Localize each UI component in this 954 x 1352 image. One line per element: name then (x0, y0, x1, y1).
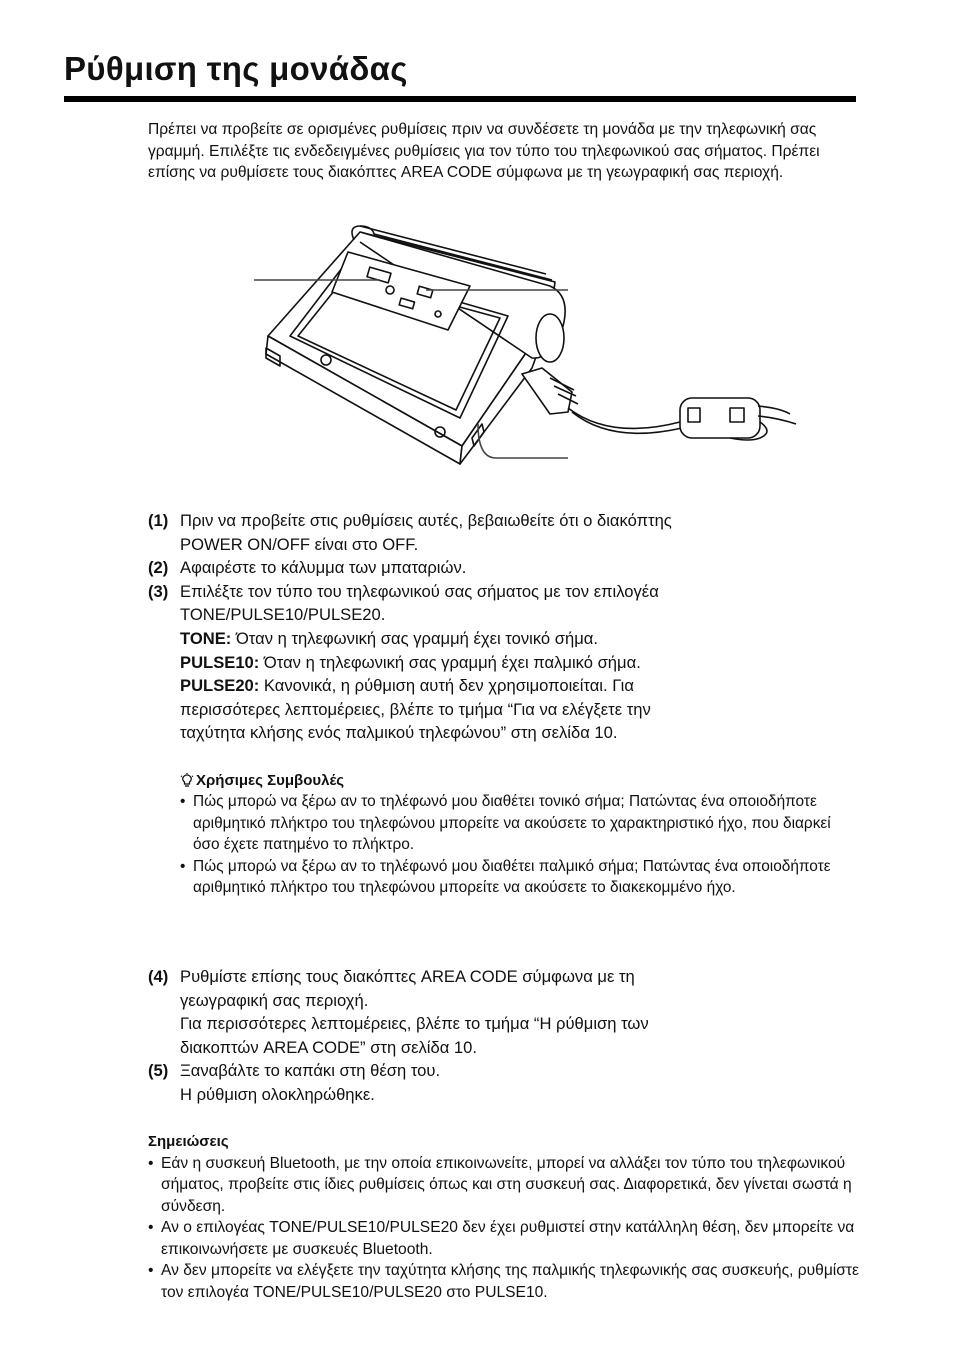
step-1 (148, 509, 860, 556)
step-2 (148, 556, 860, 580)
step-text: Πριν να προβείτε στις ρυθμίσεις αυτές, βεβαιωθείτε ότι ο διακόπτης (180, 511, 672, 530)
list-item: • Αν ο επιλογέας TONE/PULSE10/PULSE20 δεν έχει ρυθμιστεί στην κατάλληλη θέση, δεν μπορείτε να επικοινωνήσετε με συσκευές Bluetooth. (148, 1217, 860, 1260)
list-item: • Εάν η συσκευή Bluetooth, με την οποία επικοινωνείτε, μπορεί να αλλάξει τον τύπο του τηλεφωνικού σήματος, προβείτε στις ίδιες ρυθμίσεις όπως και στη συσκευή σας. Διαφορετικά, δεν γίνεται σωστά η σύνδεση. (148, 1153, 860, 1218)
step-text: Για περισσότερες λεπτομέρειες, βλέπε το τμήμα “Η ρύθμιση των (180, 1014, 649, 1034)
step-text: διακοπτών AREA CODE” στη σελίδα 10. (180, 1037, 477, 1057)
tips-list (180, 791, 860, 898)
list-item: • Πώς μπορώ να ξέρω αν το τηλέφωνό μου διαθέτει παλμικό σήμα; Πατώντας ένα οποιοδήποτε αριθμητικό πλήκτρο του τηλεφώνου μπορείτε να ακούσετε το διακεκομμένο ήχο. (180, 856, 860, 899)
step-number: (3) (148, 581, 169, 601)
steps-list (148, 509, 860, 745)
step-4 (148, 965, 860, 1059)
page-title: Ρύθμιση της μονάδας (64, 50, 408, 87)
option-pulse10 (180, 651, 860, 675)
tips-heading-text: Χρήσιμες Συμβουλές (196, 772, 345, 789)
tips-heading (180, 770, 860, 791)
tips-section (180, 770, 860, 898)
option-text: Όταν η τηλεφωνική σας γραμμή έχει παλμικό σήμα. (259, 652, 641, 672)
step-text: Ξαναβάλτε το καπάκι στη θέση του. (180, 1061, 441, 1081)
list-item: • Πώς μπορώ να ξέρω αν το τηλέφωνό μου διαθέτει τονικό σήμα; Πατώντας ένα οποιοδήποτε αριθμητικό πλήκτρο του τηλεφώνου μπορείτε να ακούσετε το χαρακτηριστικό ήχο, που διαρκεί όσο έχετε πατημένο το πλήκτρο. (180, 791, 860, 855)
step-5 (148, 1059, 860, 1106)
step-number: (5) (148, 1061, 169, 1081)
option-tone (180, 627, 860, 651)
device-illustration (250, 218, 810, 478)
step-text: Ρυθμίστε επίσης τους διακόπτες AREA CODE σύμφωνα με τη (180, 967, 635, 986)
step-text: Επιλέξτε τον τύπο του τηλεφωνικού σας σήματος με τον επιλογέα (180, 581, 659, 601)
notes-section (148, 1131, 860, 1303)
title-divider (64, 96, 856, 102)
steps-list-continued (148, 965, 860, 1107)
step-number: (4) (148, 967, 169, 986)
notes-heading: Σημειώσεις (148, 1133, 229, 1150)
step-text: Η ρύθμιση ολοκληρώθηκε. (180, 1084, 375, 1104)
option-label: TONE: (180, 628, 232, 648)
step-text: Αφαιρέστε το κάλυμμα των μπαταριών. (180, 558, 467, 578)
step-number: (1) (148, 511, 169, 530)
step-text: TONE/PULSE10/PULSE20. (180, 605, 386, 625)
option-pulse20 (180, 674, 860, 698)
step-text: γεωγραφική σας περιοχή. (180, 990, 369, 1010)
list-item: • Αν δεν μπορείτε να ελέγξετε την ταχύτητα κλήσης της παλμικής τηλεφωνικής σας συσκευής, ρυθμίστε τον επιλογέα TONE/PULSE10/PULSE20 στο PULSE10. (148, 1260, 860, 1303)
step-text: περισσότερες λεπτομέρειες, βλέπε το τμήμα “Για να ελέγξετε την (180, 699, 651, 719)
notes-list (148, 1153, 860, 1304)
step-3 (148, 580, 860, 745)
option-text: Όταν η τηλεφωνική σας γραμμή έχει τονικό σήμα. (231, 628, 598, 648)
step-number: (2) (148, 558, 169, 578)
step-text: POWER ON/OFF είναι στο OFF. (180, 534, 419, 554)
option-label: PULSE10: (180, 652, 260, 672)
intro-paragraph: Πρέπει να προβείτε σε ορισμένες ρυθμίσεις πριν να συνδέσετε τη μονάδα με την τηλεφωνική σας γραμμή. Επιλέξτε τις ενδεδειγμένες ρυθμίσεις για τον τύπο του τηλεφωνικού σας σήματος. Πρέπει επίσης να ρυθμίσετε τους διακόπτες AREA CODE σύμφωνα με τη γεωγραφική σας περιοχή. (148, 121, 820, 181)
lightbulb-icon (180, 773, 194, 789)
step-text: ταχύτητα κλήσης ενός παλμικού τηλεφώνου” στη σελίδα 10. (180, 723, 618, 743)
option-label: PULSE20: (180, 676, 260, 696)
option-text: Κανονικά, η ρύθμιση αυτή δεν χρησιμοποιείται. Για (259, 676, 634, 696)
